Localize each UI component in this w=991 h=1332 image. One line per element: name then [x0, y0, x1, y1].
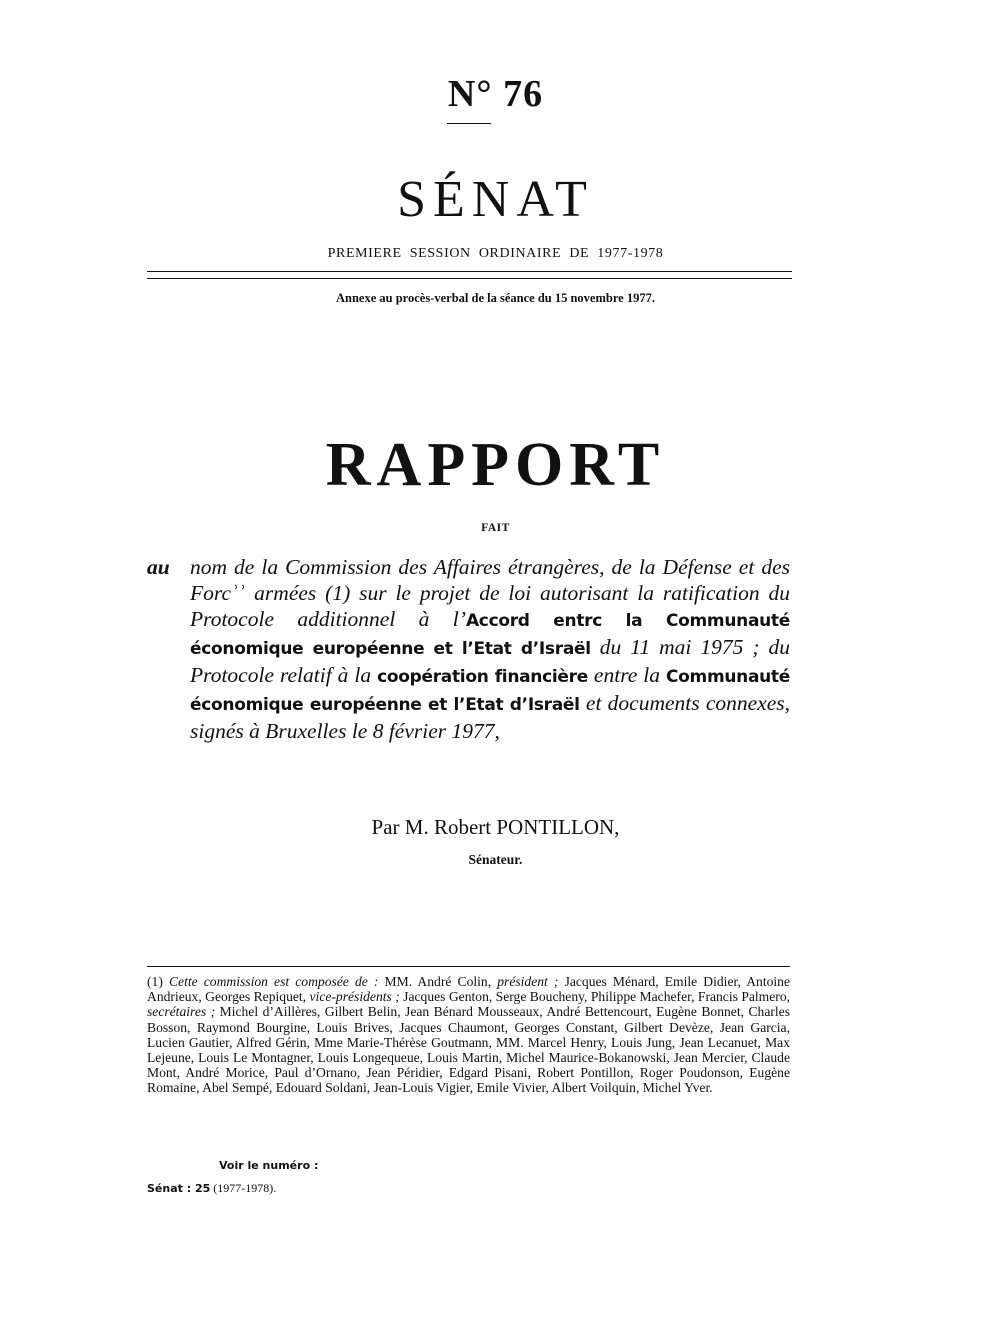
- footnote-text-2: Jacques Ménard, Emile Didier, Antoine Andrieux, Georges Repiquet,: [147, 974, 790, 1005]
- number-value: 76: [503, 73, 544, 115]
- report-body: [190, 554, 790, 744]
- footnote: [147, 974, 790, 1096]
- fait-label: FAIT: [481, 522, 510, 534]
- header-double-divider: [147, 271, 792, 279]
- footnote-text-4: Michel d’Aillères, Gilbert Belin, Jean Bénard Mousseaux, André Bettencourt, Eugène Bonnet, Charles Bosson, Raymond Bourgine, Louis Brives, Jacques Chaumont, Georges Constant, Gilbert Devèze, Jean Garcia, Lucien Gautier, Alfred Gérin, Mme Marie-Thérèse Goutmann, MM. Marcel Henry, Louis Jung, Jean Lecanuet, Max Lejeune, Louis Le Montagner, Louis Longequeue, Louis Martin, Michel Maurice-Bokanowski, Jean Mercier, Claude Mont, André Morice, Paul d’Ornano, Jean Péridier, Edgard Pisani, Robert Pontillon, Roger Poudonson, Eugène Romaine, Abel Sempé, Edouard Soldani, Jean-Louis Vigier, Emile Vivier, Albert Voilquin, Michel Yver.: [147, 1004, 790, 1096]
- senat-reference: [147, 1181, 276, 1196]
- report-body-run: et documents connexes, signés à Bruxelles le 8 février 1977,: [190, 691, 790, 743]
- report-body-run: Accord entrc la Communauté économique européenne et l’Etat d’Israël: [190, 611, 790, 659]
- footnote-role-3: secrétaires ;: [147, 1004, 216, 1020]
- report-body-run: nom de la Commission des Affaires étrangères, de la Défense et des Forcʾʾ armées (1) sur le projet de loi autorisant la ratification du Protocole additionnel à l’: [190, 555, 790, 631]
- report-title: RAPPORT: [325, 431, 666, 499]
- footnote-text-1: MM. André Colin,: [384, 974, 492, 989]
- report-body-run: du 11 mai 1975 ; du Protocole relatif à la: [190, 635, 790, 687]
- report-body-run: coopération financière: [377, 667, 588, 687]
- session-line: PREMIERE SESSION ORDINAIRE DE 1977-1978: [327, 246, 664, 261]
- number-divider: [447, 123, 491, 124]
- footnote-divider: [147, 966, 790, 967]
- footnote-mark: (1): [147, 974, 163, 989]
- footnote-role-1: président ;: [497, 974, 559, 989]
- footnote-role-2: vice-présidents ;: [309, 989, 400, 1005]
- number-prefix: N°: [447, 73, 493, 115]
- author-title: Sénateur.: [468, 852, 523, 867]
- senat-ref-years: (1977-1978).: [213, 1181, 277, 1195]
- body-lead-word: au: [147, 555, 170, 579]
- chamber-title: SÉNAT: [397, 171, 594, 228]
- footnote-text-3: Jacques Genton, Serge Boucheny, Philippe Machefer, Francis Palmero,: [403, 989, 791, 1005]
- report-author: Par M. Robert PONTILLON,: [371, 815, 620, 839]
- see-number-label: Voir le numéro :: [219, 1159, 319, 1172]
- report-body-run: entre la: [587, 663, 666, 687]
- footnote-intro: Cette commission est composée de :: [168, 974, 379, 989]
- document-number: [0, 72, 991, 116]
- senat-ref-label: Sénat : 25: [147, 1182, 211, 1195]
- annexe-line: Annexe au procès-verbal de la séance du 15 novembre 1977.: [336, 291, 655, 305]
- report-body-run: Communauté économique européenne et l’Etat d’Israël: [190, 667, 790, 715]
